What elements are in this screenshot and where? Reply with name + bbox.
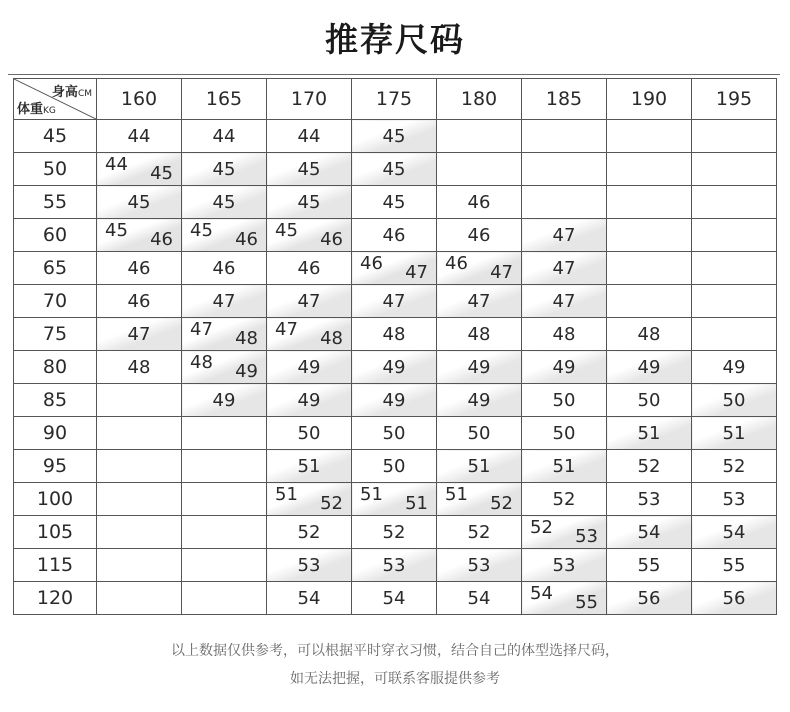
size-cell bbox=[182, 582, 267, 615]
size-cell: 52 bbox=[607, 450, 692, 483]
size-cell bbox=[692, 252, 777, 285]
size-cell bbox=[437, 153, 522, 186]
size-cell: 51 bbox=[437, 450, 522, 483]
table-row bbox=[14, 219, 777, 252]
size-cell bbox=[182, 351, 267, 384]
size-value-secondary: 46 bbox=[235, 229, 258, 250]
size-chart-body bbox=[14, 120, 777, 615]
size-cell: 49 bbox=[522, 351, 607, 384]
weight-header-115: 115 bbox=[14, 549, 97, 582]
size-cell: 51 bbox=[607, 417, 692, 450]
size-cell: 53 bbox=[437, 549, 522, 582]
size-cell bbox=[267, 219, 352, 252]
size-cell bbox=[97, 483, 182, 516]
weight-header-45: 45 bbox=[14, 120, 97, 153]
size-value-primary: 47 bbox=[275, 319, 298, 340]
table-row bbox=[14, 186, 777, 219]
size-value-secondary: 47 bbox=[405, 262, 428, 283]
size-cell bbox=[97, 549, 182, 582]
size-cell: 47 bbox=[522, 285, 607, 318]
size-value-primary: 45 bbox=[105, 220, 128, 241]
size-cell: 53 bbox=[692, 483, 777, 516]
size-cell: 49 bbox=[352, 384, 437, 417]
size-value-secondary: 46 bbox=[320, 229, 343, 250]
size-cell: 47 bbox=[352, 285, 437, 318]
size-cell: 49 bbox=[607, 351, 692, 384]
size-cell bbox=[267, 483, 352, 516]
weight-header-105: 105 bbox=[14, 516, 97, 549]
size-cell: 53 bbox=[607, 483, 692, 516]
size-cell bbox=[437, 483, 522, 516]
reference-note-line-2: 如无法把握，可联系客服提供参考 bbox=[290, 671, 500, 687]
table-row bbox=[14, 351, 777, 384]
size-cell: 55 bbox=[692, 549, 777, 582]
size-cell bbox=[607, 153, 692, 186]
table-row bbox=[14, 483, 777, 516]
size-value-secondary: 52 bbox=[320, 493, 343, 514]
size-cell: 46 bbox=[97, 285, 182, 318]
size-value-primary: 46 bbox=[445, 253, 468, 274]
size-cell: 51 bbox=[692, 417, 777, 450]
height-axis-label bbox=[52, 81, 92, 100]
size-value-primary: 51 bbox=[275, 484, 298, 505]
size-value-primary: 44 bbox=[105, 154, 128, 175]
size-cell bbox=[607, 219, 692, 252]
size-cell: 50 bbox=[267, 417, 352, 450]
size-cell bbox=[692, 219, 777, 252]
size-cell bbox=[97, 384, 182, 417]
size-cell: 50 bbox=[437, 417, 522, 450]
size-cell: 53 bbox=[352, 549, 437, 582]
weight-header-75: 75 bbox=[14, 318, 97, 351]
height-header-row bbox=[14, 79, 777, 120]
reference-note-line-1: 以上数据仅供参考，可以根据平时穿衣习惯，结合自己的体型选择尺码， bbox=[171, 643, 619, 659]
size-value-primary: 48 bbox=[190, 352, 213, 373]
size-cell bbox=[437, 252, 522, 285]
size-cell: 47 bbox=[97, 318, 182, 351]
size-cell: 55 bbox=[607, 549, 692, 582]
size-cell: 54 bbox=[692, 516, 777, 549]
size-value-secondary: 52 bbox=[490, 493, 513, 514]
title-divider bbox=[8, 74, 780, 75]
size-cell: 49 bbox=[267, 351, 352, 384]
size-cell: 52 bbox=[522, 483, 607, 516]
size-cell: 46 bbox=[437, 186, 522, 219]
size-cell bbox=[352, 252, 437, 285]
size-value-primary: 52 bbox=[530, 517, 553, 538]
size-cell: 54 bbox=[607, 516, 692, 549]
size-cell: 44 bbox=[97, 120, 182, 153]
size-cell: 44 bbox=[267, 120, 352, 153]
size-cell bbox=[692, 285, 777, 318]
weight-axis-label bbox=[17, 98, 56, 117]
size-cell bbox=[97, 450, 182, 483]
size-value-primary: 51 bbox=[360, 484, 383, 505]
size-cell: 46 bbox=[97, 252, 182, 285]
size-cell bbox=[97, 417, 182, 450]
size-cell: 48 bbox=[607, 318, 692, 351]
size-cell bbox=[352, 483, 437, 516]
size-value-secondary: 48 bbox=[320, 328, 343, 349]
weight-header-50: 50 bbox=[14, 153, 97, 186]
size-cell: 49 bbox=[437, 384, 522, 417]
table-row bbox=[14, 318, 777, 351]
size-value-primary: 46 bbox=[360, 253, 383, 274]
size-value-secondary: 46 bbox=[150, 229, 173, 250]
weight-header-90: 90 bbox=[14, 417, 97, 450]
size-cell: 48 bbox=[522, 318, 607, 351]
size-value-primary: 54 bbox=[530, 583, 553, 604]
size-cell: 49 bbox=[267, 384, 352, 417]
height-label-text: 身高 bbox=[51, 85, 78, 100]
size-cell: 52 bbox=[267, 516, 352, 549]
size-cell: 48 bbox=[97, 351, 182, 384]
table-row bbox=[14, 417, 777, 450]
size-cell bbox=[692, 318, 777, 351]
size-cell bbox=[522, 582, 607, 615]
size-cell bbox=[97, 153, 182, 186]
size-cell bbox=[522, 516, 607, 549]
size-cell: 49 bbox=[182, 384, 267, 417]
weight-header-85: 85 bbox=[14, 384, 97, 417]
weight-header-65: 65 bbox=[14, 252, 97, 285]
size-value-primary: 45 bbox=[190, 220, 213, 241]
size-cell bbox=[182, 450, 267, 483]
size-cell: 44 bbox=[182, 120, 267, 153]
height-header-160: 160 bbox=[97, 79, 182, 120]
size-cell: 50 bbox=[352, 417, 437, 450]
size-cell bbox=[607, 120, 692, 153]
size-cell: 45 bbox=[182, 186, 267, 219]
size-value-primary: 47 bbox=[190, 319, 213, 340]
size-cell: 45 bbox=[267, 153, 352, 186]
size-value-secondary: 53 bbox=[575, 526, 598, 547]
size-cell: 47 bbox=[522, 252, 607, 285]
height-header-170: 170 bbox=[267, 79, 352, 120]
size-cell: 51 bbox=[522, 450, 607, 483]
size-cell bbox=[522, 120, 607, 153]
table-row bbox=[14, 582, 777, 615]
size-cell: 46 bbox=[267, 252, 352, 285]
size-cell: 56 bbox=[692, 582, 777, 615]
size-cell: 49 bbox=[437, 351, 522, 384]
size-cell: 47 bbox=[437, 285, 522, 318]
size-cell: 50 bbox=[522, 417, 607, 450]
size-cell: 50 bbox=[522, 384, 607, 417]
size-value-secondary: 47 bbox=[490, 262, 513, 283]
size-cell: 50 bbox=[352, 450, 437, 483]
size-cell bbox=[182, 516, 267, 549]
size-value-primary: 45 bbox=[275, 220, 298, 241]
size-cell bbox=[692, 186, 777, 219]
height-header-165: 165 bbox=[182, 79, 267, 120]
size-cell bbox=[97, 219, 182, 252]
table-row bbox=[14, 153, 777, 186]
size-cell: 45 bbox=[352, 153, 437, 186]
height-unit: CM bbox=[77, 89, 92, 99]
size-value-primary: 51 bbox=[445, 484, 468, 505]
size-cell: 47 bbox=[182, 285, 267, 318]
height-header-195: 195 bbox=[692, 79, 777, 120]
table-corner-header bbox=[14, 79, 97, 120]
weight-header-70: 70 bbox=[14, 285, 97, 318]
table-row bbox=[14, 516, 777, 549]
size-cell: 50 bbox=[607, 384, 692, 417]
size-cell: 46 bbox=[182, 252, 267, 285]
size-cell bbox=[607, 186, 692, 219]
size-cell bbox=[182, 483, 267, 516]
size-cell bbox=[97, 516, 182, 549]
size-cell bbox=[182, 417, 267, 450]
table-row bbox=[14, 285, 777, 318]
weight-header-80: 80 bbox=[14, 351, 97, 384]
height-header-185: 185 bbox=[522, 79, 607, 120]
weight-header-60: 60 bbox=[14, 219, 97, 252]
size-cell bbox=[97, 582, 182, 615]
size-cell bbox=[522, 186, 607, 219]
size-cell bbox=[692, 153, 777, 186]
size-cell: 45 bbox=[182, 153, 267, 186]
weight-label-text: 体重 bbox=[17, 102, 44, 117]
size-cell: 54 bbox=[352, 582, 437, 615]
size-cell: 54 bbox=[437, 582, 522, 615]
size-cell: 54 bbox=[267, 582, 352, 615]
height-header-180: 180 bbox=[437, 79, 522, 120]
size-cell: 56 bbox=[607, 582, 692, 615]
size-cell: 45 bbox=[352, 120, 437, 153]
size-cell: 53 bbox=[267, 549, 352, 582]
size-cell: 45 bbox=[352, 186, 437, 219]
size-chart-table bbox=[13, 78, 777, 615]
size-cell: 51 bbox=[267, 450, 352, 483]
size-cell: 45 bbox=[267, 186, 352, 219]
size-cell: 46 bbox=[437, 219, 522, 252]
size-value-secondary: 51 bbox=[405, 493, 428, 514]
size-cell bbox=[267, 318, 352, 351]
size-value-secondary: 55 bbox=[575, 592, 598, 613]
size-cell bbox=[182, 219, 267, 252]
size-cell: 52 bbox=[352, 516, 437, 549]
size-cell bbox=[522, 153, 607, 186]
size-value-secondary: 48 bbox=[235, 328, 258, 349]
size-cell: 45 bbox=[97, 186, 182, 219]
size-cell: 48 bbox=[437, 318, 522, 351]
weight-header-55: 55 bbox=[14, 186, 97, 219]
page-title: 推荐尺码 bbox=[325, 20, 465, 59]
size-value-secondary: 49 bbox=[235, 361, 258, 382]
size-cell: 46 bbox=[352, 219, 437, 252]
size-value-secondary: 45 bbox=[150, 163, 173, 184]
weight-unit: KG bbox=[43, 106, 56, 116]
size-cell bbox=[437, 120, 522, 153]
weight-header-120: 120 bbox=[14, 582, 97, 615]
table-row bbox=[14, 120, 777, 153]
size-cell: 50 bbox=[692, 384, 777, 417]
size-cell bbox=[692, 120, 777, 153]
table-row bbox=[14, 549, 777, 582]
size-cell: 52 bbox=[692, 450, 777, 483]
size-cell bbox=[182, 549, 267, 582]
height-header-190: 190 bbox=[607, 79, 692, 120]
size-cell: 49 bbox=[352, 351, 437, 384]
weight-header-95: 95 bbox=[14, 450, 97, 483]
height-header-175: 175 bbox=[352, 79, 437, 120]
table-row bbox=[14, 450, 777, 483]
table-row bbox=[14, 252, 777, 285]
size-cell: 49 bbox=[692, 351, 777, 384]
size-cell: 53 bbox=[522, 549, 607, 582]
size-cell bbox=[607, 285, 692, 318]
size-cell: 47 bbox=[522, 219, 607, 252]
weight-header-100: 100 bbox=[14, 483, 97, 516]
table-row bbox=[14, 384, 777, 417]
size-cell bbox=[182, 318, 267, 351]
size-cell: 52 bbox=[437, 516, 522, 549]
size-cell: 48 bbox=[352, 318, 437, 351]
size-cell bbox=[607, 252, 692, 285]
size-cell: 47 bbox=[267, 285, 352, 318]
